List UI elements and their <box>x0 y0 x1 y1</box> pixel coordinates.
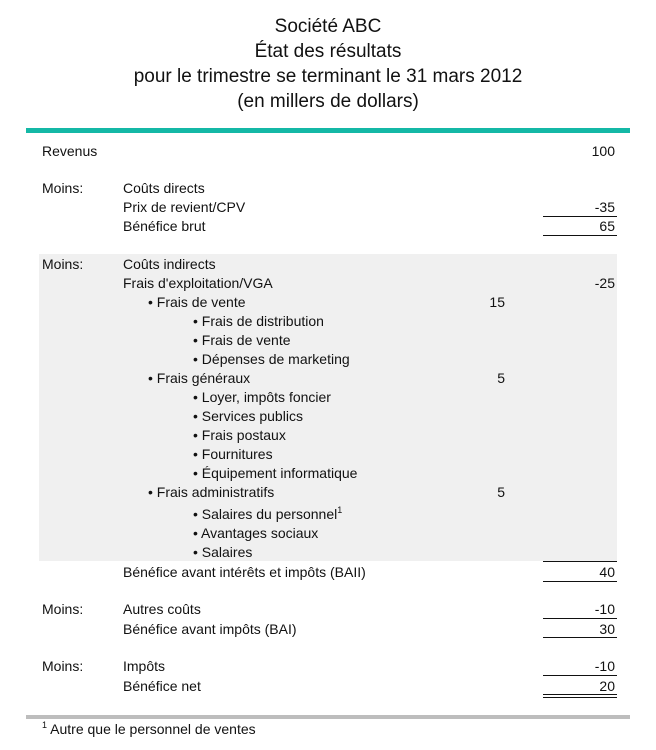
underline <box>543 235 617 236</box>
row-label: Bénéfice net <box>123 678 201 694</box>
row-label: • Avantages sociaux <box>193 525 319 541</box>
row-label: Bénéfice avant intérêts et impôts (BAII) <box>123 564 366 580</box>
row-label: • Frais postaux <box>193 427 286 443</box>
row-label: Bénéfice avant impôts (BAI) <box>123 621 297 637</box>
footnote-text: Autre que le personnel de ventes <box>50 721 256 737</box>
row-benefice-brut <box>0 217 656 236</box>
row-couts-indirects <box>0 255 656 274</box>
row-label: • Services publics <box>193 408 303 424</box>
row-label: Impôts <box>123 658 166 674</box>
row-label: • Dépenses de marketing <box>193 351 350 367</box>
row-couts-directs <box>0 179 656 198</box>
footnote <box>42 720 256 739</box>
footnote-mark: 1 <box>42 720 48 730</box>
row-label: • Frais généraux <box>148 370 251 386</box>
statement-period: pour le trimestre se terminant le 31 mars 2012 <box>133 66 523 87</box>
row-value: -10 <box>594 601 615 617</box>
underline <box>543 637 617 638</box>
row-label: Coûts indirects <box>123 256 216 272</box>
row-frais-vente <box>0 293 656 312</box>
row-revenus <box>0 142 656 161</box>
moins-label: Moins: <box>42 256 84 272</box>
row-label: • Salaires du personnel$^1$ <box>193 505 343 522</box>
row-value: -10 <box>594 658 615 674</box>
row-label: • Salaires <box>193 544 253 560</box>
statement-header <box>0 14 656 114</box>
row-equipement <box>0 464 656 483</box>
row-label: Coûts directs <box>123 180 205 196</box>
row-label: Autres coûts <box>123 601 201 617</box>
footer-divider <box>26 715 630 719</box>
row-subtotal: 15 <box>489 294 505 310</box>
company-name: Société ABC <box>274 16 382 37</box>
row-value: 30 <box>599 621 615 637</box>
row-subtotal: 5 <box>497 484 505 500</box>
underline <box>543 561 617 562</box>
moins-label: Moins: <box>42 601 84 617</box>
row-label: • Fournitures <box>193 446 273 462</box>
footnote-marker: 1 <box>337 505 343 515</box>
row-value: -25 <box>594 275 615 291</box>
statement-units: (en millers de dollars) <box>237 91 419 112</box>
row-frais-vente-detail <box>0 331 656 350</box>
row-frais-distribution <box>0 312 656 331</box>
row-label: • Frais de distribution <box>193 313 324 329</box>
row-salaires <box>0 543 656 562</box>
row-label: • Frais de vente <box>193 332 291 348</box>
moins-label: Moins: <box>42 658 84 674</box>
row-label: • Loyer, impôts foncier <box>193 389 331 405</box>
row-label: Frais d'exploitation/VGA <box>123 275 273 291</box>
row-avantages-sociaux <box>0 524 656 543</box>
row-frais-administratifs <box>0 483 656 502</box>
underline <box>543 618 617 619</box>
underline <box>543 675 617 676</box>
row-label: Revenus <box>42 143 98 159</box>
row-label: Bénéfice brut <box>123 218 206 234</box>
underline <box>543 581 617 582</box>
row-value: 20 <box>599 678 615 694</box>
statement-title: État des résultats <box>254 41 402 62</box>
row-impots <box>0 657 656 676</box>
accent-divider <box>26 128 630 133</box>
row-subtotal: 5 <box>497 370 505 386</box>
row-baii <box>0 563 656 582</box>
row-label: Prix de revient/CPV <box>123 199 246 215</box>
row-fournitures <box>0 445 656 464</box>
double-underline-bottom <box>543 697 617 698</box>
row-label: • Frais administratifs <box>148 484 275 500</box>
row-salaires-personnel <box>0 505 656 524</box>
row-label: • Équipement informatique <box>193 465 358 481</box>
row-label: • Frais de vente <box>148 294 246 310</box>
double-underline-top <box>543 694 617 695</box>
row-value: 100 <box>591 143 615 159</box>
row-autres-couts <box>0 600 656 619</box>
row-marketing <box>0 350 656 369</box>
row-value: -35 <box>594 199 615 215</box>
row-loyer <box>0 388 656 407</box>
row-services-publics <box>0 407 656 426</box>
row-frais-generaux <box>0 369 656 388</box>
row-value: 65 <box>599 218 615 234</box>
row-vga <box>0 274 656 293</box>
moins-label: Moins: <box>42 180 84 196</box>
row-cpv <box>0 198 656 217</box>
row-frais-postaux <box>0 426 656 445</box>
row-value: 40 <box>599 564 615 580</box>
